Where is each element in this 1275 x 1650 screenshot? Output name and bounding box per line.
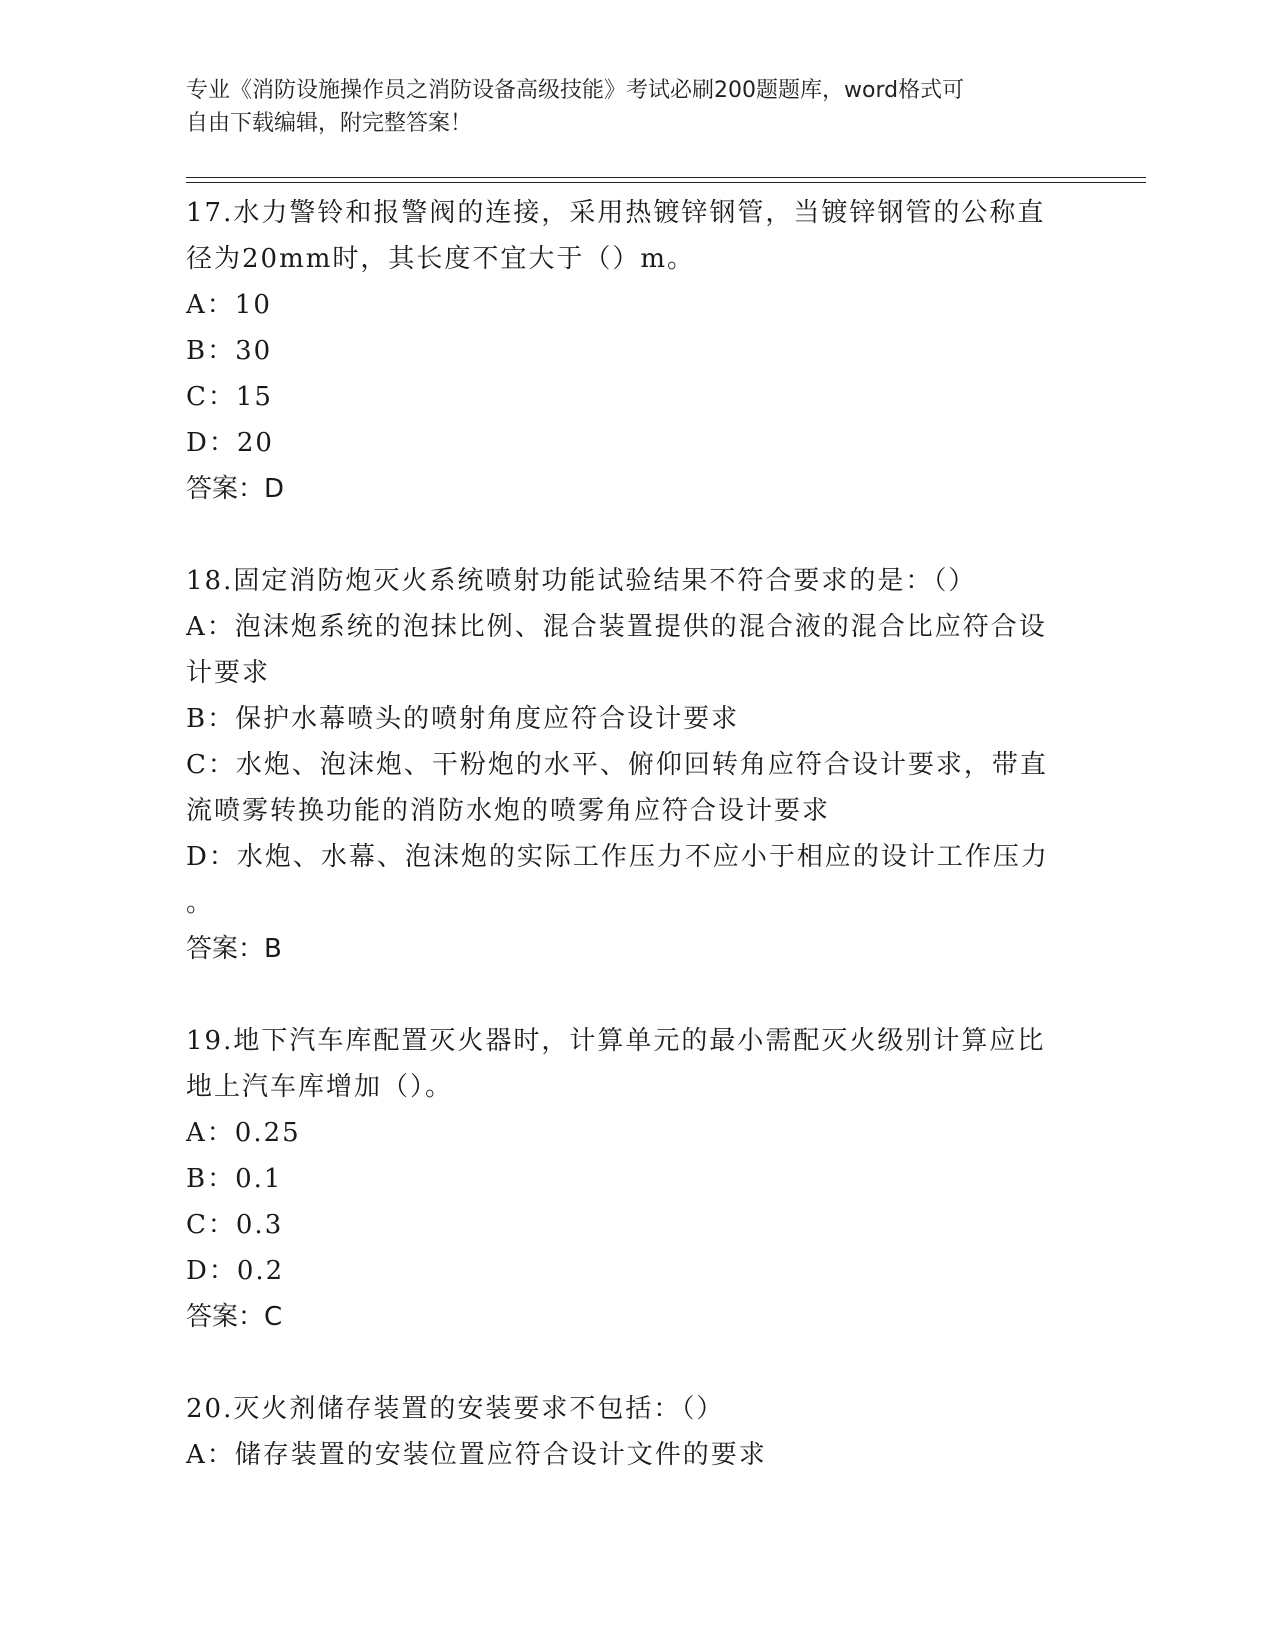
option-b: B：30 — [186, 336, 273, 366]
question-text: 20.灭火剂储存装置的安装要求不包括：（） — [186, 1394, 725, 1424]
question-17 — [186, 190, 1076, 512]
option-a: A：10 — [186, 290, 272, 320]
question-list — [186, 190, 1076, 1478]
question-text: 19.地下汽车库配置灭火器时，计算单元的最小需配灭火级别计算应比 — [186, 1026, 1046, 1056]
option-a: A：泡沫炮系统的泡抹比例、混合装置提供的混合液的混合比应符合设 — [186, 612, 1047, 642]
option-d: D：水炮、水幕、泡沫炮的实际工作压力不应小于相应的设计工作压力 — [186, 842, 1049, 872]
option-b: B：保护水幕喷头的喷射角度应符合设计要求 — [186, 704, 740, 734]
header-rule-top — [186, 177, 1146, 178]
option-c: C：15 — [186, 382, 273, 412]
header-line-2: 自由下载编辑，附完整答案！ — [186, 111, 473, 136]
question-19 — [186, 1018, 1076, 1340]
document-header — [186, 74, 1086, 140]
option-c: C：水炮、泡沫炮、干粉炮的水平、俯仰回转角应符合设计要求，带直 — [186, 750, 1048, 780]
question-text: 18.固定消防炮灭火系统喷射功能试验结果不符合要求的是：（） — [186, 566, 977, 596]
option-d: D：20 — [186, 428, 274, 458]
question-text: 地上汽车库增加（）。 — [186, 1072, 454, 1102]
option-a: A：0.25 — [186, 1118, 301, 1148]
answer-text: 答案：D — [186, 474, 285, 504]
option-a-cont: 计要求 — [186, 658, 271, 688]
option-c: C：0.3 — [186, 1210, 284, 1240]
answer-text: 答案：C — [186, 1302, 283, 1332]
question-18 — [186, 558, 1076, 972]
question-20 — [186, 1386, 1076, 1478]
question-text: 17.水力警铃和报警阀的连接，采用热镀锌钢管，当镀锌钢管的公称直 — [186, 198, 1046, 228]
option-d-cont: 。 — [186, 888, 215, 918]
option-b: B：0.1 — [186, 1164, 283, 1194]
header-rule-bottom — [186, 182, 1146, 183]
question-text: 径为20mm时，其长度不宜大于（）m。 — [186, 244, 696, 274]
header-line-1: 专业《消防设施操作员之消防设备高级技能》考试必刷200题题库，word格式可 — [186, 78, 965, 103]
option-c-cont: 流喷雾转换功能的消防水炮的喷雾角应符合设计要求 — [186, 796, 831, 826]
answer-text: 答案：B — [186, 934, 282, 964]
option-a: A：储存装置的安装位置应符合设计文件的要求 — [186, 1440, 767, 1470]
option-d: D：0.2 — [186, 1256, 285, 1286]
